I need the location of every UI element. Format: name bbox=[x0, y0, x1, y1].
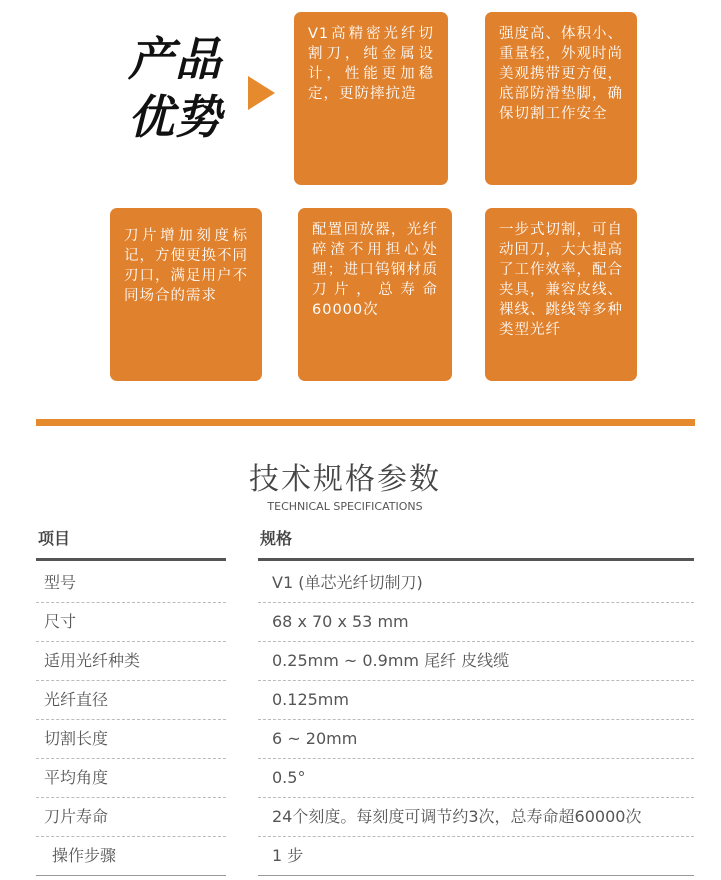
row-value: 24个刻度。每刻度可调节约3次，总寿命超60000次 bbox=[272, 807, 642, 826]
row-divider bbox=[36, 875, 226, 876]
table-row bbox=[0, 642, 721, 681]
row-name: 尺寸 bbox=[44, 612, 77, 631]
row-value: 0.125mm bbox=[272, 690, 349, 709]
row-name: 切割长度 bbox=[44, 729, 109, 748]
arrow-right-icon bbox=[248, 76, 275, 110]
table-row bbox=[0, 837, 721, 876]
table-row bbox=[0, 564, 721, 603]
row-value: 68 x 70 x 53 mm bbox=[272, 612, 409, 631]
advantages-title-line2: 优势 bbox=[128, 90, 222, 144]
advantages-title-line1: 产品 bbox=[128, 32, 222, 86]
table-row bbox=[0, 759, 721, 798]
row-name: 光纤直径 bbox=[44, 690, 109, 709]
column-header-spec: 规格 bbox=[260, 529, 293, 548]
specs-subtitle: TECHNICAL SPECIFICATIONS bbox=[267, 500, 423, 513]
row-value: 0.5° bbox=[272, 768, 306, 787]
row-value: 6 ~ 20mm bbox=[272, 729, 358, 748]
table-row bbox=[0, 720, 721, 759]
row-value: 1 步 bbox=[272, 846, 304, 865]
table-row bbox=[0, 798, 721, 837]
column-header-item: 项目 bbox=[38, 529, 71, 548]
advantage-card-one-step: 一步式切割，可自动回刀，大大提高了工作效率，配合夹具，兼容皮线、裸线、跳线等多种类型光纤 bbox=[485, 208, 637, 381]
advantage-card-scale-marks: 刀片增加刻度标记，方便更换不同刃口，满足用户不同场合的需求 bbox=[110, 208, 262, 381]
row-divider bbox=[258, 875, 694, 876]
advantage-card-collector: 配置回放器，光纤碎渣不用担心处理；进口钨钢材质刀片，总寿命60000次 bbox=[298, 208, 452, 381]
row-value: 0.25mm ~ 0.9mm 尾纤 皮线缆 bbox=[272, 651, 510, 670]
header-underline-spec bbox=[258, 558, 694, 561]
specs-title: 技术规格参数 bbox=[249, 462, 441, 497]
row-name: 平均角度 bbox=[44, 768, 109, 787]
table-row bbox=[0, 681, 721, 720]
advantage-card-portability: 强度高、体积小、重量轻，外观时尚美观携带更方便，底部防滑垫脚，确保切割工作安全 bbox=[485, 12, 637, 185]
row-name: 适用光纤种类 bbox=[44, 651, 141, 670]
header-underline-item bbox=[36, 558, 226, 561]
row-name: 型号 bbox=[44, 573, 77, 592]
table-row bbox=[0, 603, 721, 642]
advantages-title bbox=[128, 30, 248, 146]
section-divider bbox=[36, 419, 695, 426]
advantage-card-precision: V1高精密光纤切割刀，纯金属设计，性能更加稳定，更防摔抗造 bbox=[294, 12, 448, 185]
row-name: 操作步骤 bbox=[52, 846, 117, 865]
row-value: V1 (单芯光纤切制刀) bbox=[272, 573, 423, 592]
row-name: 刀片寿命 bbox=[44, 807, 109, 826]
